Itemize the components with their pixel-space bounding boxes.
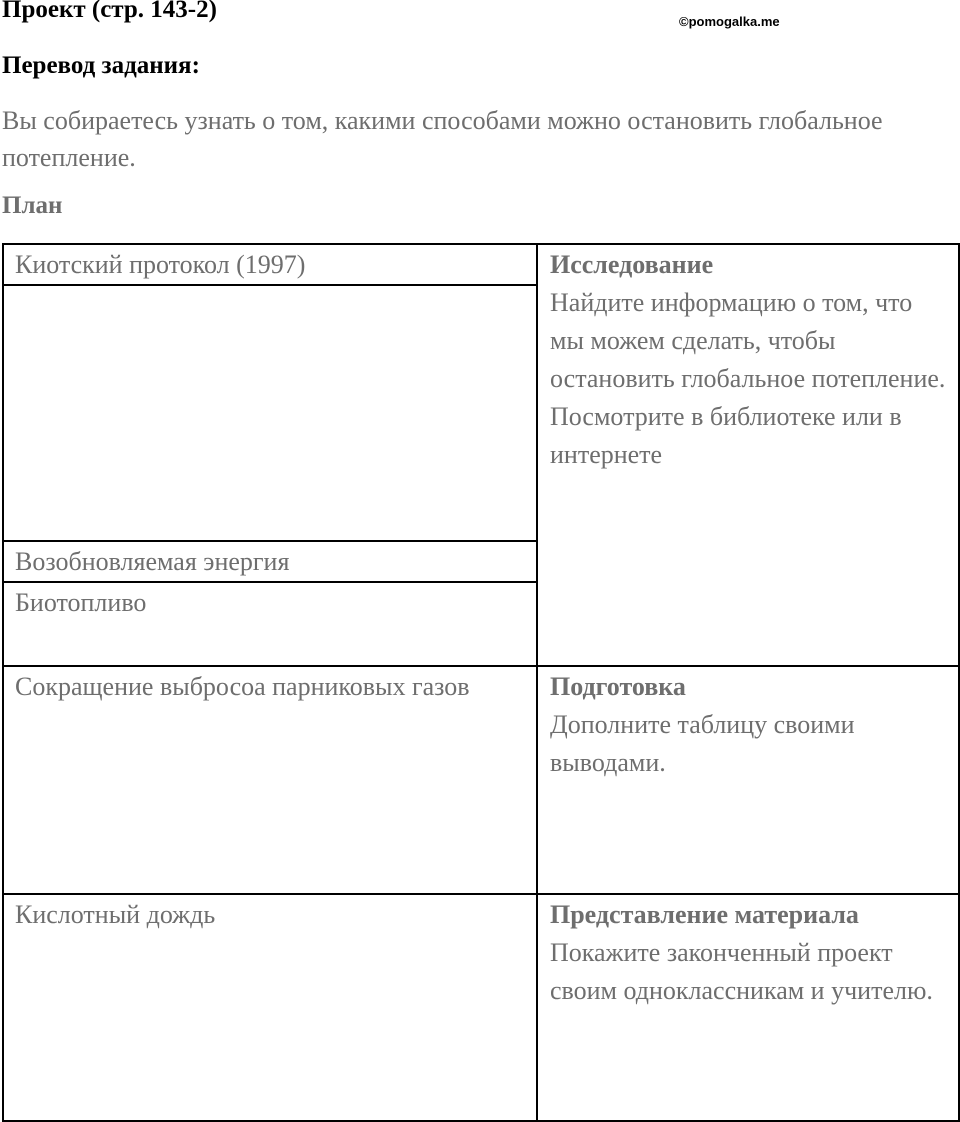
step-research-text: Найдите информацию о том, что мы можем сделать, чтобы остановить глобальное потепление. Посмотрите в библиотеке или в интернете xyxy=(550,288,946,469)
step-presentation-text: Покажите законченный проект своим одноклассникам и учителю. xyxy=(550,938,933,1005)
translation-heading: Перевод задания: xyxy=(2,52,200,79)
step-research-title: Исследование xyxy=(550,250,714,279)
plan-table xyxy=(2,243,960,1122)
step-presentation xyxy=(537,894,959,1121)
page-title: Проект (стр. 143-2) xyxy=(2,0,217,23)
plan-cell-acid-rain: Кислотный дождь xyxy=(3,894,537,1121)
plan-cell-biofuel: Биотопливо xyxy=(3,582,537,666)
plan-cell-kyoto: Киотский протокол (1997) xyxy=(3,244,537,285)
watermark: ©pomogalka.me xyxy=(679,14,780,29)
table-row xyxy=(3,666,959,894)
plan-cell-empty xyxy=(3,285,537,541)
plan-cell-renewable: Возобновляемая энергия xyxy=(3,541,537,582)
step-preparation-text: Дополните таблицу своими выводами. xyxy=(550,710,855,777)
step-presentation-title: Представление материала xyxy=(550,900,859,929)
plan-heading: План xyxy=(2,192,63,219)
step-preparation xyxy=(537,666,959,894)
step-preparation-title: Подготовка xyxy=(550,672,686,701)
table-row xyxy=(3,244,959,285)
translation-text: Вы собираетесь узнать о том, какими способами можно остановить глобальное потепление. xyxy=(2,106,883,172)
table-row xyxy=(3,894,959,1121)
step-research xyxy=(537,244,959,666)
plan-cell-emissions: Сокращение выбросоа парниковых газов xyxy=(3,666,537,894)
